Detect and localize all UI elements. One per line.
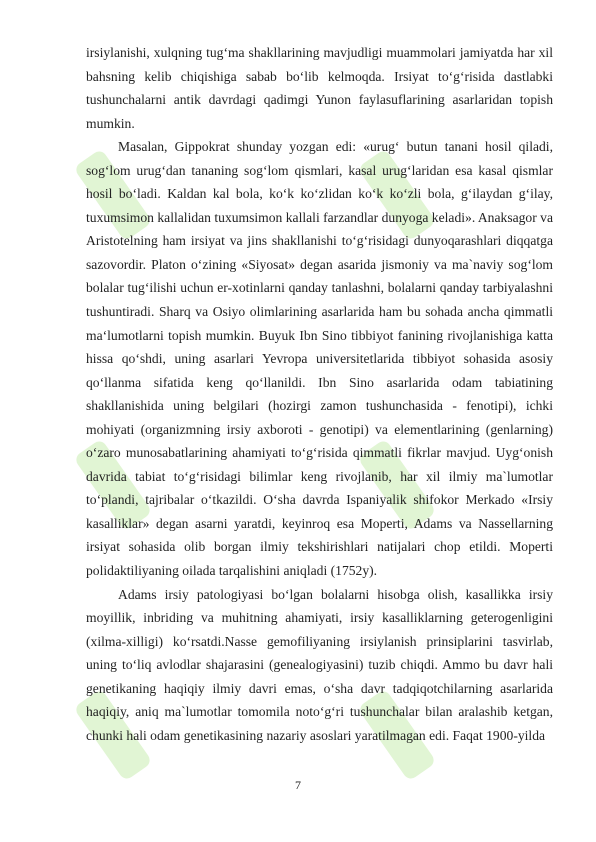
paragraph-3: Adams irsiy patologiyasi bo‘lgan bolalarni hisobga olish, kasallikka irsiy moyillik, inbriding va muhitning ahamiyati, irsiy kasalliklarning geterogenligini (xilma-xilligi) ko‘rsatdi.Nasse gemofiliyaning irsiylanish prinsiplarini tasvirlab, uning to‘liq avlodlar shajarasini (genealogiyasini) tuzib chiqdi. Ammo bu davr hali genetikaning haqiqiy ilmiy davri emas, o‘sha davr tadqiqotchilarning asarlarida haqiqiy, aniq ma`lumotlar tomomila noto‘g‘ri tushunchalar bilan aralashib ketgan, chunki hali odam genetikasining nazariy asoslari yaratilmagan edi. Faqat 1900-yilda (86, 586, 553, 743)
page-number: 7 (295, 778, 301, 792)
paragraph-1: irsiylanishi, xulqning tug‘ma shakllarining mavjudligi muammolari jamiyatda har xil bahsning kelib chiqishiga sabab bo‘lib kelmoqda. Irsiyat to‘g‘risida dastlabki tushunchalarni antik davrdagi qadimgi Yunon faylasuflarining asarlaridan topish mumkin. (86, 45, 553, 131)
paragraph-2: Masalan, Gippokrat shunday yozgan edi: «urug‘ butun tanani hosil qiladi, sog‘lom urug‘dan tananing sog‘lom qismlari, kasal urug‘laridan esa kasal qismlar hosil bo‘ladi. Kaldan kal bola, ko‘k ko‘zlidan ko‘k ko‘zli bola, g‘ilaydan g‘ilay, tuxumsimon kallalidan tuxumsimon kallali farzandlar dunyoga keladi». Anaksagor va Aristotelning ham irsiyat va jins shakllanishi to‘g‘risidagi dunyoqarashlari diqqatga sazovordir. Platon o‘zining «Siyosat» degan asarida jismoniy va ma`naviy sog‘lom bolalar tug‘ilishi uchun er-xotinlarni qanday tanlashni, bolalarni qanday tarbiyalashni tushuntiradi. Sharq va Osiyo olimlarining asarlarida ham bu sohada ancha qimmatli ma‘lumotlarni topish mumkin. Buyuk Ibn Sino tibbiyot fanining rivojlanishiga katta hissa qo‘shdi, uning asarlari Yevropa universitetlarida tibbiyot sohasida asosiy qo‘llanma sifatida keng qo‘llanildi. Ibn Sino asarlarida odam tabiatining shakllanishida uning belgilari (hozirgi zamon tushunchasida - fenotipi), ichki mohiyati (organizmning irsiy axboroti - genotipi) va elementlarining (genlarning) o‘zaro munosabatlarining ahamiyati to‘g‘risida qimmatli fikrlar mavjud. Uyg‘onish davrida tabiat to‘g‘risidagi bilimlar keng rivojlanib, har xil ilmiy ma`lumotlar to‘plandi, tajribalar o‘tkazildi. O‘sha davrda Ispaniyalik shifokor Merkado «Irsiy kasalliklar» degan asarni yaratdi, keyinroq esa Moperti, Adams va Nassellarning irsiyat sohasida olib borgan ilmiy tekshirishlari natijalari chop etildi. Moperti polidaktiliyaning oilada tarqalishini aniqladi (1752y). (86, 139, 553, 579)
body-text (86, 41, 553, 747)
